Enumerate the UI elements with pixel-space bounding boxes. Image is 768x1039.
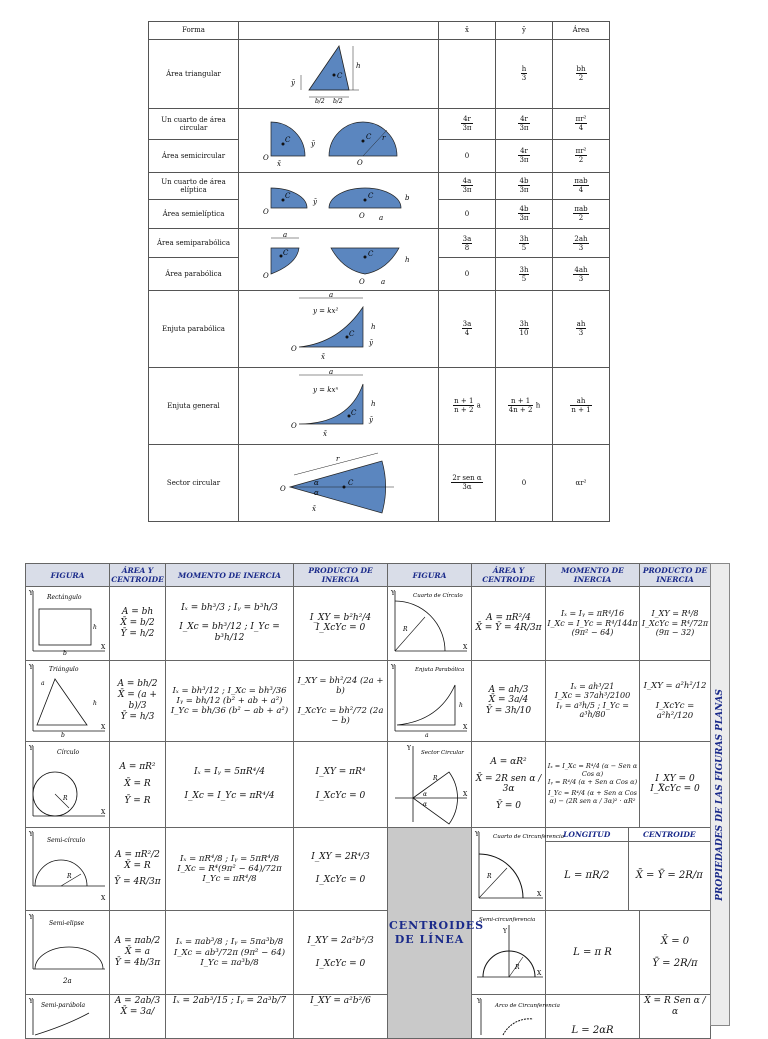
svg-text:α: α <box>422 791 427 799</box>
svg-text:Cuarto de Círculo: Cuarto de Círculo <box>412 593 463 599</box>
svg-text:C: C <box>284 192 290 201</box>
shape-name: Área semiparabólica <box>149 229 239 258</box>
shape-figure <box>239 229 439 291</box>
table-row: R Y X Círculo A = πR² X̄ = R Ȳ = R Iₓ = Iᵧ = 5πR⁴/4 I_Xc = I_Yc = πR⁴/4 I_XY = πR⁴ I_XcYc = 0 α α R Y X Sector Circular A = αR² X̄ = 2R sen α / 3α Ȳ = 0 Iₓ = I_Xc = R⁴/4 (α − Sen α Cos α) Iᵧ = R⁴/4 (α + Sen α Cos α) I_Yc = R⁴/4 (α + Sen α Cos α) − (2R sen α / 3α)² · αR² I_XY = 0 I_XcYc = 0 <box>26 742 711 828</box>
svg-text:Semi-elipse: Semi-elipse <box>48 920 84 928</box>
header-ybar: ȳ <box>496 22 553 40</box>
figure-parabolic-spandrel <box>388 660 472 742</box>
svg-text:X: X <box>100 644 105 651</box>
circular-sector-diagram <box>389 742 471 824</box>
svg-text:h: h <box>370 322 376 331</box>
ellipse-segments-diagram <box>259 174 419 224</box>
svg-text:Enjuta Parabólica: Enjuta Parabólica <box>414 666 464 673</box>
svg-text:X: X <box>462 723 467 731</box>
shape-name: Un cuarto de área elíptica <box>149 172 239 199</box>
col-figure-2: FIGURA <box>388 564 472 587</box>
svg-text:Y: Y <box>28 590 33 597</box>
svg-text:ȳ: ȳ <box>290 78 295 87</box>
svg-text:x̄: x̄ <box>320 352 325 361</box>
col-inertia-2: MOMENTO DE INERCIA <box>546 564 640 587</box>
figure-triangle <box>26 660 110 742</box>
svg-text:ȳ: ȳ <box>310 140 315 149</box>
svg-text:a: a <box>380 278 385 287</box>
quarter-circumference-diagram <box>473 828 564 908</box>
figure-semi-circumference <box>472 911 546 995</box>
table-row: Enjuta general a y = kxⁿ C h ȳ O x̄ $\frac{n + 1}{n + 2}$ a $\frac{n + 1}{4n + 2}$ h $\frac{ah}{n + 1}$ <box>149 368 610 444</box>
svg-text:y = kxⁿ: y = kxⁿ <box>312 385 338 394</box>
svg-text:a: a <box>282 231 287 240</box>
figure-circumference-arc <box>472 994 560 1038</box>
svg-text:X: X <box>462 791 467 799</box>
svg-text:C: C <box>347 478 353 487</box>
semi-ellipse-diagram <box>27 911 109 991</box>
svg-text:R: R <box>402 626 408 633</box>
general-spandrel-diagram <box>279 367 399 440</box>
svg-text:O: O <box>262 154 269 163</box>
svg-text:R: R <box>486 872 492 880</box>
shape-name: Enjuta general <box>149 368 239 444</box>
svg-text:O: O <box>356 159 363 168</box>
svg-text:O: O <box>290 421 297 430</box>
svg-text:ȳ: ȳ <box>312 198 317 207</box>
svg-text:h: h <box>92 624 97 631</box>
svg-text:α: α <box>313 478 319 487</box>
svg-text:X: X <box>100 809 105 817</box>
svg-text:X: X <box>100 894 105 902</box>
centroid-table-header <box>149 22 610 40</box>
svg-text:C: C <box>367 192 373 201</box>
table-row: Y X h b Rectángulo A = bh X̄ = b/2 Ȳ = h/2 Iₓ = bh³/3 ; Iᵧ = b³h/3 I_Xc = bh³/12 ; I_Yc = b³h/12 I_XY = b²h²/4 I_XcYc = 0 R Y X Cuarto de Círculo A = πR²/4 X̄ = Ȳ = 4R/3π Iₓ = Iᵧ = πR⁴/16 I_Xc = I_Yc = R⁴/144π (9π² − 64) I_XY = R⁴/8 I_XcYc = R⁴/72π (9π − 32) <box>26 587 711 661</box>
col-product: PRODUCTO DE INERCIA <box>294 564 388 587</box>
figure-circle <box>26 742 110 828</box>
table-row: Un cuarto de área elíptica C C b a O O ȳ $\frac{4a}{3\pi}$ $\frac{4b}{3\pi}$ πab 4 <box>149 172 610 199</box>
table-row: Y X a h b Triángulo A = bh/2 X̄ = (a + b)/3 Ȳ = h/3 Iₓ = bh³/12 ; I_Xc = bh³/36 Iᵧ = bh/12 (b² + ab + a²) I_Yc = bh/36 (b² − ab + a²) I_XY = bh²/24 (2a + b) I_XcYc = bh²/72 (2a − b) Y X h a Enjuta Parabólica A = ah/3 X̄ = 3a/4 Ȳ = 3h/10 Iₓ = ah³/21 I_Xc = 37ah³/2100 Iᵧ = a³h/5 ; I_Yc = a³h/80 I_XY = a²h²/12 I_XcYc = a²h²/120 <box>26 660 711 742</box>
svg-text:C: C <box>367 250 373 259</box>
svg-text:2a: 2a <box>62 977 72 986</box>
shape-figure <box>239 444 439 521</box>
semi-parabola-diagram <box>27 995 109 1035</box>
table-row: Área semiparabólica a C C h O O a $\frac{3a}{8}$ $\frac{3h}{5}$ $\frac{2ah}{3}$ <box>149 229 610 258</box>
svg-text:C: C <box>350 408 356 417</box>
shape-figure <box>239 368 439 444</box>
svg-text:Y: Y <box>28 745 33 753</box>
parabolic-spandrel-diagram <box>279 290 399 363</box>
svg-text:R: R <box>62 795 68 803</box>
svg-text:x̄: x̄ <box>276 160 281 169</box>
svg-text:Triángulo: Triángulo <box>48 665 78 673</box>
svg-text:α: α <box>422 801 427 809</box>
line-centroids-label: CENTROIDES DE LÍNEA <box>388 827 472 1038</box>
shape-name: Área semicircular <box>149 140 239 172</box>
svg-text:Y: Y <box>390 590 395 597</box>
svg-text:b/2: b/2 <box>332 97 343 105</box>
svg-text:Y: Y <box>502 928 507 936</box>
svg-text:Y: Y <box>28 663 33 671</box>
svg-text:a: a <box>328 367 333 376</box>
svg-text:C: C <box>348 329 354 338</box>
figure-semi-ellipse <box>26 911 110 995</box>
svg-text:h: h <box>355 61 361 70</box>
figure-semi-circle <box>26 827 110 911</box>
table-row: 2a Y Semi-elipse A = πab/2 X̄ = a Ȳ = 4b/3π Iₓ = πab³/8 ; Iᵧ = 5πa³b/8 I_Xc = ab³/72π (9π² − 64) I_Yc = πa³b/8 I_XY = 2a²b²/3 I_XcYc = 0 R Y X Semi-circunferencia L = π R X̄ = 0 Ȳ = 2R/π <box>26 911 711 995</box>
svg-text:a: a <box>424 731 429 739</box>
svg-text:r: r <box>335 454 339 463</box>
shape-name: Área triangular <box>149 39 239 108</box>
svg-text:a: a <box>40 679 45 687</box>
shape-name: Enjuta parabólica <box>149 290 239 367</box>
svg-text:Y: Y <box>406 745 411 753</box>
svg-text:a: a <box>378 214 383 223</box>
svg-text:y = kx²: y = kx² <box>312 306 338 315</box>
circle-segments-diagram <box>259 110 419 168</box>
table-row: Área parabólica 0 $\frac{3h}{5}$ $\frac{4ah}{3}$ <box>149 258 610 290</box>
svg-text:C: C <box>336 71 342 80</box>
svg-text:X: X <box>100 723 105 731</box>
svg-text:x̄: x̄ <box>311 504 316 513</box>
svg-text:ȳ: ȳ <box>368 338 373 347</box>
svg-text:h: h <box>404 256 410 265</box>
shape-figure <box>239 290 439 367</box>
table-row: Enjuta parabólica a y = kx² C h ȳ O x̄ $\frac{3a}{4}$ $\frac{3h}{10}$ $\frac{ah}{3}$ <box>149 290 610 367</box>
svg-text:h: h <box>458 701 463 709</box>
svg-text:Y: Y <box>28 914 33 922</box>
svg-text:C: C <box>365 133 371 142</box>
svg-text:O: O <box>262 272 269 281</box>
properties-table <box>25 563 711 1039</box>
svg-text:Y: Y <box>28 830 33 838</box>
svg-text:Y: Y <box>476 997 481 1005</box>
svg-text:O: O <box>358 278 365 287</box>
properties-table-header <box>26 564 711 587</box>
table-row: Área semicircular 0 $\frac{4r}{3\pi}$ $\frac{\text{πr²}}{2}$ <box>149 140 610 172</box>
svg-text:C: C <box>284 136 290 145</box>
table-row: Área triangular h C ȳ b/2 b/2 $\frac{h}{3}$ $\frac{bh}{2}$ <box>149 39 610 108</box>
shape-name: Sector circular <box>149 444 239 521</box>
svg-text:Y: Y <box>474 830 479 838</box>
svg-text:α: α <box>313 488 319 497</box>
figure-rectangle <box>26 587 110 661</box>
col-inertia: MOMENTO DE INERCIA <box>166 564 294 587</box>
table-row: Un cuarto de área circular C C r O O ȳ x̄ $\frac{4r}{3\pi}$ $\frac{4r}{3\pi}$ $\frac{\text{πr²}}{4}$ <box>149 108 610 139</box>
col-area: ÁREA Y CENTROIDE <box>110 564 166 587</box>
col-figure: FIGURA <box>26 564 110 587</box>
header-area: Área <box>553 22 610 40</box>
shape-figure <box>239 108 439 172</box>
svg-text:X: X <box>536 890 541 898</box>
shape-figure <box>239 39 439 108</box>
sidebar-title: PROPIEDADES DE LAS FIGURAS PLANAS <box>710 563 730 1026</box>
table-row: Sector circular r α α C O x̄ 2r sen α 3α 0 αr² <box>149 444 610 521</box>
svg-text:R: R <box>432 775 438 783</box>
svg-text:Y: Y <box>28 997 33 1005</box>
svg-text:a: a <box>328 290 333 299</box>
svg-text:X: X <box>536 970 541 978</box>
parabolic-area-diagram <box>259 230 419 286</box>
figure-quarter-circle <box>388 587 472 661</box>
triangle-diagram <box>279 42 399 104</box>
col-product-2: PRODUCTO DE INERCIA <box>640 564 711 587</box>
svg-text:b: b <box>62 650 67 657</box>
svg-text:h: h <box>370 399 376 408</box>
svg-text:O: O <box>262 208 269 217</box>
shape-name: Un cuarto de área circular <box>149 108 239 139</box>
svg-text:Círculo: Círculo <box>56 749 79 757</box>
shape-figure <box>239 172 439 228</box>
svg-text:O: O <box>290 344 297 353</box>
figure-semi-parabola <box>26 994 110 1038</box>
table-row: Área semielíptica 0 $\frac{4b}{3\pi}$ πab 2 <box>149 199 610 228</box>
figure-quarter-circumference <box>472 827 564 911</box>
semi-circle-diagram <box>27 828 109 908</box>
svg-text:Semi-circunferencia: Semi-circunferencia <box>478 917 535 924</box>
svg-text:X: X <box>462 644 467 651</box>
svg-text:b/2: b/2 <box>314 97 325 105</box>
svg-text:ȳ: ȳ <box>368 415 373 424</box>
rectangle-diagram <box>27 587 109 657</box>
svg-text:h: h <box>92 699 97 707</box>
svg-text:b: b <box>60 731 65 739</box>
svg-text:R: R <box>514 964 520 972</box>
svg-text:O: O <box>279 484 286 493</box>
svg-text:Semi-parábola: Semi-parábola <box>40 1001 85 1009</box>
circular-sector-diagram <box>274 447 404 517</box>
svg-text:x̄: x̄ <box>322 429 327 438</box>
shape-name: Área semielíptica <box>149 199 239 228</box>
svg-text:Rectángulo: Rectángulo <box>46 594 82 601</box>
circumference-arc-diagram <box>473 995 560 1035</box>
parabolic-spandrel-diagram <box>389 661 471 739</box>
figure-circular-sector <box>388 742 472 828</box>
circle-diagram <box>27 742 109 824</box>
svg-text:Semi-círculo: Semi-círculo <box>46 836 85 844</box>
header-shape: Forma <box>149 22 239 40</box>
svg-text:O: O <box>358 212 365 221</box>
svg-text:Cuarto de Circunferencia: Cuarto de Circunferencia <box>492 833 564 840</box>
col-area-2: ÁREA Y CENTROIDE <box>472 564 546 587</box>
triangle-diagram <box>27 661 109 739</box>
quarter-circle-diagram <box>389 587 471 657</box>
svg-text:r: r <box>381 134 385 143</box>
svg-text:C: C <box>282 249 288 258</box>
header-xbar: x̄ <box>439 22 496 40</box>
svg-text:R: R <box>66 872 72 880</box>
table-row: Y Semi-parábola A = 2ab/3 X̄ = 3a/ Iₓ = 2ab³/15 ; Iᵧ = 2a³b/7 I_XY = a²b²/6 Y Arco de Circunferencia L = 2αR X̄ = R Sen α / α <box>26 994 711 1038</box>
table-row: R Y X Semi-círculo A = πR²/2 X̄ = R Ȳ = 4R/3π Iₓ = πR⁴/8 ; Iᵧ = 5πR⁴/8 I_Xc = R⁴(9π² − 64)/72π I_Yc = πR⁴/8 I_XY = 2R⁴/3 I_XcYc = 0 CENTROIDES DE LÍNEA R Y X Cuarto de Circunferencia LONGITUD CENTROIDE L = πR/2 X̄ = Ȳ = 2R/π <box>26 827 711 911</box>
svg-text:Y: Y <box>390 663 395 671</box>
svg-text:b: b <box>404 194 409 203</box>
semi-circumference-diagram <box>473 911 545 991</box>
svg-text:Arco de Circunferencia: Arco de Circunferencia <box>494 1002 560 1009</box>
shape-name: Área parabólica <box>149 258 239 290</box>
svg-text:Sector Circular: Sector Circular <box>420 750 464 757</box>
centroid-table <box>148 21 610 522</box>
